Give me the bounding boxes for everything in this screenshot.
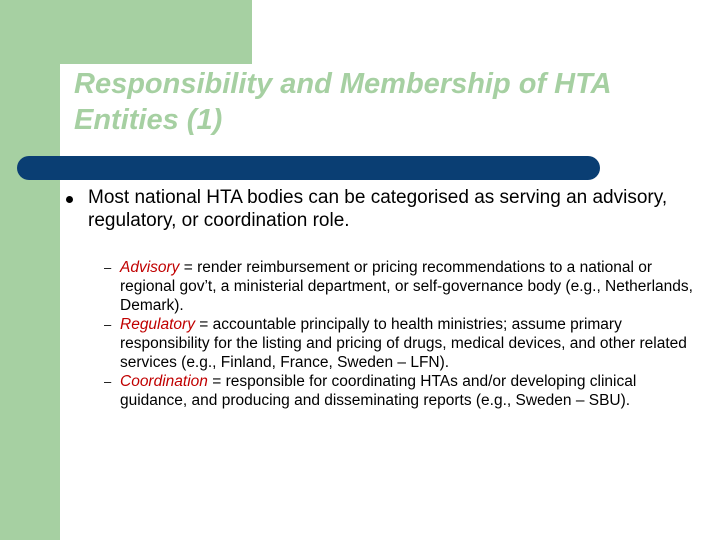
definition-advisory: = render reimbursement or pricing recommendations to a national or regional gov’t, a ministerial department, or self-governance body (e.g., Netherlands, Demark). bbox=[120, 259, 693, 314]
sub-bullet-regulatory bbox=[106, 315, 706, 372]
dash-marker: – bbox=[104, 260, 112, 275]
sub-bullet-text bbox=[120, 372, 706, 410]
sub-bullet-coordination bbox=[106, 372, 706, 410]
term-regulatory: Regulatory bbox=[120, 316, 195, 333]
dash-marker: – bbox=[104, 317, 112, 332]
term-coordination: Coordination bbox=[120, 373, 208, 390]
sub-bullet-text bbox=[120, 258, 706, 315]
sub-bullet-list bbox=[106, 258, 706, 410]
sub-bullet-advisory bbox=[106, 258, 706, 315]
dash-marker: – bbox=[104, 374, 112, 389]
bullet-dot-icon bbox=[66, 196, 73, 203]
title-underline-bar bbox=[17, 156, 600, 180]
definition-regulatory: = accountable principally to health ministries; assume primary responsibility for the listing and pricing of drugs, medical devices, and other related services (e.g., Finland, France, Sweden – LFN). bbox=[120, 316, 687, 371]
term-advisory: Advisory bbox=[120, 259, 180, 276]
definition-coordination: = responsible for coordinating HTAs and/or developing clinical guidance, and producing and disseminating reports (e.g., Sweden – SBU). bbox=[120, 373, 637, 409]
decorative-green-block-top bbox=[0, 0, 252, 64]
sub-bullet-text bbox=[120, 315, 706, 372]
decorative-green-block-left bbox=[0, 64, 60, 540]
main-bullet-text: Most national HTA bodies can be categorised as serving an advisory, regulatory, or coordination role. bbox=[88, 187, 668, 231]
slide-title: Responsibility and Membership of HTA Entities (1) bbox=[74, 68, 611, 136]
slide-content bbox=[60, 184, 720, 540]
